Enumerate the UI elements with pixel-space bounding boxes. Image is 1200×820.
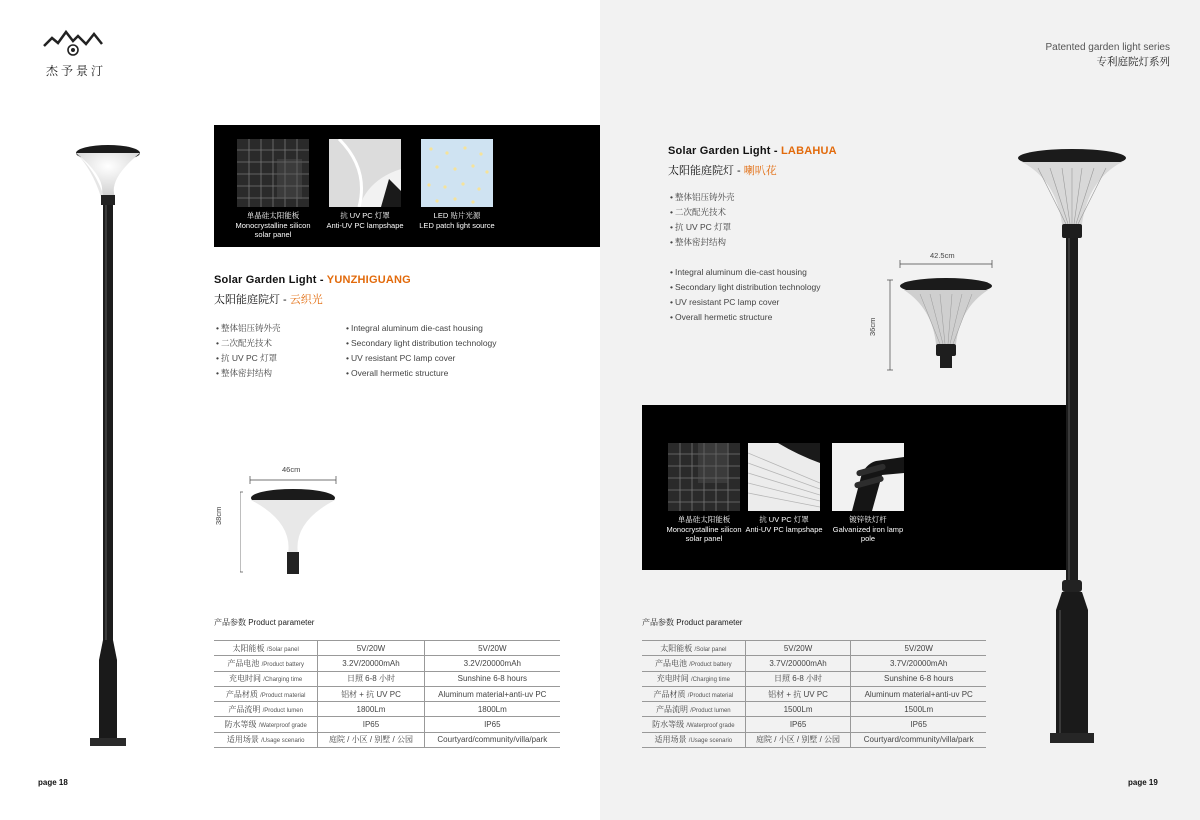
- title-zh-name: 喇叭花: [743, 165, 777, 177]
- list-item: • 抗 UV PC 灯罩: [670, 220, 735, 235]
- param-label-en: /Product material: [687, 692, 734, 699]
- param-label: [642, 702, 745, 717]
- features-list-zh: [216, 321, 281, 381]
- feature-solar-panel-zh: 单晶硅太阳能板: [246, 211, 300, 220]
- solar-panel-image: [237, 139, 309, 207]
- feature-led-source-en: LED patch light source: [419, 220, 495, 230]
- param-value-en: Courtyard/community/villa/park: [851, 732, 986, 747]
- param-label-zh: 产品材质: [653, 689, 686, 699]
- param-label: [214, 656, 318, 671]
- param-value-zh: 铝材 + 抗 UV PC: [318, 686, 424, 701]
- param-value-zh: 5V/20W: [745, 641, 851, 656]
- param-value-en: Sunshine 6-8 hours: [851, 671, 986, 686]
- table-row: [214, 686, 560, 701]
- param-value-zh: 3.7V/20000mAh: [745, 656, 851, 671]
- param-value-zh: IP65: [745, 717, 851, 732]
- page-right: [600, 0, 1200, 820]
- list-item: • Overall hermetic structure: [670, 310, 821, 325]
- table-row: [642, 717, 986, 732]
- feature-lampshade-zh: 抗 UV PC 灯罩: [340, 211, 390, 220]
- param-label-zh: 产品流明: [656, 704, 689, 714]
- list-item: • 二次配光技术: [670, 205, 735, 220]
- param-value-zh: 庭院 / 小区 / 别墅 / 公园: [318, 732, 424, 747]
- lampshade-image: [748, 443, 820, 511]
- param-title-right: 产品参数 Product parameter: [642, 618, 743, 627]
- features-list-en: [346, 321, 497, 381]
- feature-solar-panel-en: Monocrystalline silicon solar panel: [666, 524, 742, 543]
- param-table-left: [214, 640, 560, 748]
- param-label-zh: 产品流明: [228, 704, 261, 714]
- param-label: [642, 732, 745, 747]
- param-value-en: 3.7V/20000mAh: [851, 656, 986, 671]
- param-label-en: /Charging time: [263, 677, 303, 684]
- led-source-image: [421, 139, 493, 207]
- param-value-zh: 5V/20W: [318, 641, 424, 656]
- param-label-zh: 适用场景: [226, 735, 259, 745]
- param-label-en: /Charging time: [690, 677, 730, 684]
- list-item: • Secondary light distribution technology: [670, 280, 821, 295]
- param-label: [214, 702, 318, 717]
- param-label-en: /Solar panel: [266, 646, 299, 653]
- feature-lamp-pole-zh: 镀锌铁灯杆: [849, 515, 887, 524]
- feature-lamp-pole-en: Galvanized iron lamp pole: [832, 524, 904, 543]
- table-row: [214, 717, 560, 732]
- param-value-en: Sunshine 6-8 hours: [424, 671, 560, 686]
- features-list-zh: [670, 190, 735, 250]
- feature-solar-panel-zh: 单晶硅太阳能板: [677, 515, 731, 524]
- param-label: [642, 671, 745, 686]
- series-title: [1045, 40, 1170, 70]
- feature-lampshade-en: Anti-UV PC lampshape: [326, 220, 404, 230]
- feature-solar-panel: [664, 443, 744, 544]
- title-en-name: YUNZHIGUANG: [326, 274, 411, 286]
- lamp-post-labahua: [1012, 140, 1130, 750]
- param-label-en: /Product material: [260, 692, 306, 699]
- param-value-zh: 铝材 + 抗 UV PC: [745, 686, 851, 701]
- list-item: • 抗 UV PC 灯罩: [216, 351, 281, 366]
- param-label: [642, 656, 745, 671]
- list-item: • UV resistant PC lamp cover: [670, 295, 821, 310]
- param-label-zh: 适用场景: [654, 735, 687, 745]
- param-label-en: /Waterproof grade: [686, 723, 735, 730]
- param-value-zh: 1500Lm: [745, 702, 851, 717]
- param-value-zh: 3.2V/20000mAh: [318, 656, 424, 671]
- product-title-zh: [214, 291, 411, 307]
- param-label-zh: 太阳能板: [232, 643, 265, 653]
- param-label: [642, 717, 745, 732]
- param-label-en: /Usage scenario: [688, 738, 733, 745]
- param-value-en: 3.2V/20000mAh: [424, 656, 560, 671]
- param-label-zh: 充电时间: [229, 674, 262, 684]
- param-value-zh: 日照 6-8 小时: [745, 671, 851, 686]
- param-label-zh: 太阳能板: [660, 643, 693, 653]
- param-label-en: /Product lumen: [690, 707, 731, 714]
- list-item: • UV resistant PC lamp cover: [346, 351, 497, 366]
- product-title-en: [214, 274, 411, 286]
- param-value-en: Courtyard/community/villa/park: [424, 732, 560, 747]
- table-row: [214, 656, 560, 671]
- param-value-zh: 日照 6-8 小时: [318, 671, 424, 686]
- param-value-zh: IP65: [318, 717, 424, 732]
- table-row: [214, 732, 560, 747]
- param-label-en: /Waterproof grade: [258, 723, 307, 730]
- feature-lampshade-zh: 抗 UV PC 灯罩: [759, 515, 809, 524]
- title-en-name: LABAHUA: [781, 145, 837, 157]
- product-title-en: [668, 145, 837, 157]
- param-label-en: /Usage scenario: [261, 738, 305, 745]
- param-label-zh: 产品材质: [225, 689, 258, 699]
- title-zh-prefix: 太阳能庭院灯 -: [214, 294, 290, 306]
- table-row: [642, 686, 986, 701]
- param-value-en: 5V/20W: [851, 641, 986, 656]
- dimension-drawing-labahua: [870, 258, 1000, 376]
- list-item: • 整体铝压铸外壳: [216, 321, 281, 336]
- param-value-en: Aluminum material+anti-uv PC: [851, 686, 986, 701]
- list-item: • Overall hermetic structure: [346, 366, 497, 381]
- param-label-zh: 产品电池: [655, 658, 688, 668]
- param-label: [214, 671, 318, 686]
- title-en-prefix: Solar Garden Light -: [214, 274, 327, 286]
- series-title-en: Patented garden light series: [1045, 42, 1170, 53]
- title-en-prefix: Solar Garden Light -: [668, 145, 781, 157]
- param-label-en: /Solar panel: [694, 646, 727, 653]
- param-value-en: 5V/20W: [424, 641, 560, 656]
- feature-lampshade: [324, 139, 406, 230]
- list-item: • Integral aluminum die-cast housing: [670, 265, 821, 280]
- feature-lampshade-en: Anti-UV PC lampshape: [745, 524, 823, 534]
- dimension-width: 46cm: [282, 465, 301, 474]
- feature-solar-panel: [232, 139, 314, 240]
- dimension-width: 42.5cm: [930, 251, 955, 260]
- param-label-zh: 产品电池: [227, 658, 260, 668]
- title-zh-prefix: 太阳能庭院灯 -: [668, 165, 744, 177]
- product-title-left: [214, 274, 411, 307]
- list-item: • 二次配光技术: [216, 336, 281, 351]
- table-row: [642, 702, 986, 717]
- dimension-height: 36cm: [868, 317, 877, 336]
- table-row: [642, 656, 986, 671]
- param-value-en: IP65: [424, 717, 560, 732]
- param-label-en: /Product battery: [261, 661, 304, 668]
- feature-lamp-pole: [826, 443, 910, 544]
- series-title-zh: 专利庭院灯系列: [1096, 56, 1170, 68]
- param-label: [642, 641, 745, 656]
- param-label-en: /Product lumen: [262, 707, 303, 714]
- page-number-right: page 19: [1128, 778, 1158, 787]
- param-title-left: 产品参数 Product parameter: [214, 618, 315, 627]
- title-zh-name: 云织光: [289, 294, 323, 306]
- table-row: [642, 641, 986, 656]
- param-value-zh: 庭院 / 小区 / 别墅 / 公园: [745, 732, 851, 747]
- list-item: • Secondary light distribution technology: [346, 336, 497, 351]
- feature-lampshade: [744, 443, 824, 534]
- table-row: [642, 671, 986, 686]
- param-value-en: IP65: [851, 717, 986, 732]
- table-row: [642, 732, 986, 747]
- brand-logo-text: 杰予景汀: [46, 64, 107, 78]
- dimension-height: 38cm: [214, 506, 223, 525]
- param-label-zh: 防水等级: [224, 720, 257, 730]
- list-item: • 整体密封结构: [216, 366, 281, 381]
- list-item: • 整体铝压铸外壳: [670, 190, 735, 205]
- table-row: [214, 702, 560, 717]
- solar-panel-image: [668, 443, 740, 511]
- feature-led-source-zh: LED 贴片光源: [433, 211, 481, 220]
- param-value-en: 1800Lm: [424, 702, 560, 717]
- table-row: [214, 671, 560, 686]
- param-value-en: 1500Lm: [851, 702, 986, 717]
- param-label-en: /Product battery: [689, 661, 732, 668]
- param-label: [214, 732, 318, 747]
- param-label: [214, 717, 318, 732]
- lamp-pole-image: [832, 443, 904, 511]
- feature-led-source: [416, 139, 498, 230]
- product-title-right: [668, 145, 837, 178]
- dimension-drawing-yunzhiguang: [240, 474, 350, 584]
- lampshade-image: [329, 139, 401, 207]
- param-table-right: [642, 640, 986, 748]
- param-label-zh: 充电时间: [656, 674, 689, 684]
- lamp-post-yunzhiguang: [66, 135, 146, 755]
- list-item: • Integral aluminum die-cast housing: [346, 321, 497, 336]
- param-label: [214, 686, 318, 701]
- list-item: • 整体密封结构: [670, 235, 735, 250]
- feature-solar-panel-en: Monocrystalline silicon solar panel: [235, 220, 311, 239]
- param-value-en: Aluminum material+anti-uv PC: [424, 686, 560, 701]
- param-label: [642, 686, 745, 701]
- features-list-en: [670, 265, 821, 325]
- param-value-zh: 1800Lm: [318, 702, 424, 717]
- param-label: [214, 641, 318, 656]
- page-number-left: page 18: [38, 778, 68, 787]
- table-row: [214, 641, 560, 656]
- param-label-zh: 防水等级: [652, 720, 685, 730]
- product-title-zh: [668, 162, 837, 178]
